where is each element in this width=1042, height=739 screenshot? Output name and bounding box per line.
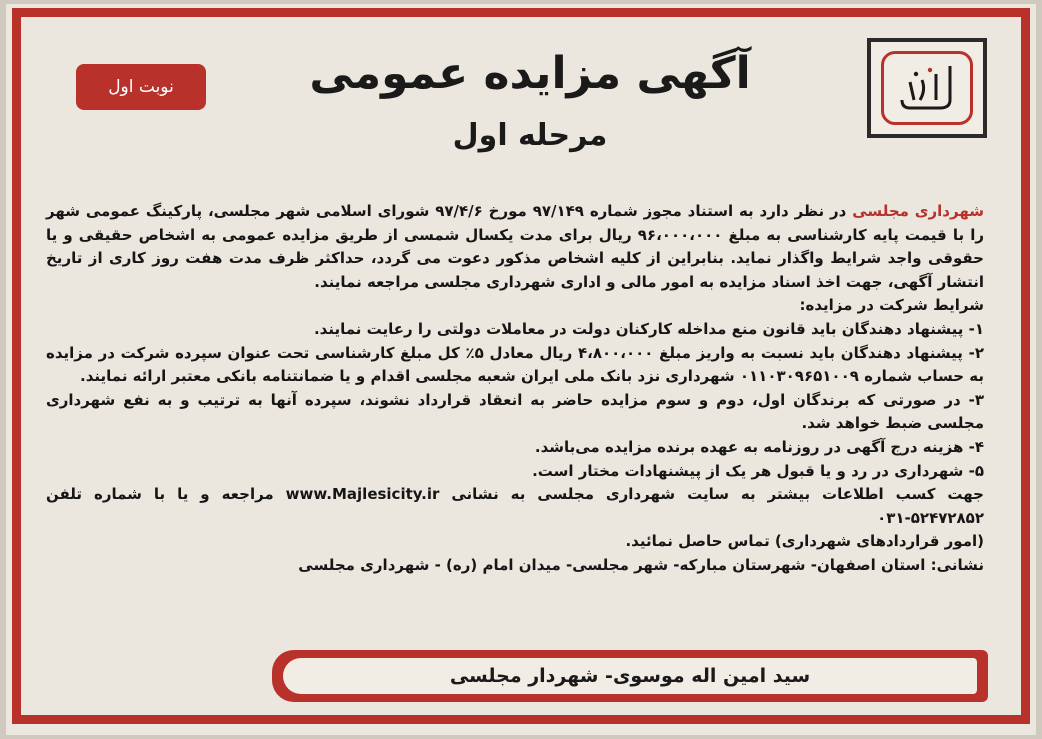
intro-text: در نظر دارد به استناد مجوز شماره ۹۷/۱۴۹ مورخ ۹۷/۴/۶ شورای اسلامی شهر مجلسی، پارکینگ عمومی شهر را با قیمت پایه کارشناسی به مبلغ ۹۶،۰۰۰،۰۰۰ ریال برای مدت یکسال شمسی از طریق مزایده عمومی به اشخاص حقیقی و یا حقوقی واجد شرایط واگذار نماید. بنابراین از کلیه اشخاص مذکور دعوت می گردد، حداکثر ظرف مدت هفت روز کاری از تاریخ انتشار آگهی، جهت اخذ اسناد مزایده به امور مالی و اداری شهرداری مجلسی مراجعه نمایند. [46,202,985,291]
condition-item-4: ۴- هزینه درج آگهی در روزنامه به عهده برنده مزایده می‌باشد. [534,437,984,456]
website-link[interactable]: www.Majlesicity.ir [285,485,440,504]
ad-body [46,200,984,578]
logo-emblem [881,51,973,125]
intro-paragraph [46,200,984,294]
logo-calligraphy-icon [892,60,962,116]
phone-number: ۰۳۱-۵۲۴۷۲۸۵۲ [877,508,984,527]
signature-banner [272,650,988,702]
contact-text-b: مراجعه و یا با شماره تلفن [46,485,274,504]
organization-name: شهرداری مجلسی [852,202,984,220]
address: نشانی: استان اصفهان- شهرستان مبارکه- شهر مجلسی- میدان امام (ره) - شهرداری مجلسی [298,555,984,574]
condition-item-2: ۲- پیشنهاد دهندگان باید نسبت به واریز مبلغ ۴،۸۰۰،۰۰۰ ریال معادل ۵٪ کل مبلغ کارشناسی تحت عنوان سپرده شرکت در مزایده به حساب شماره ۰۱۱۰۳۰۹۶۵۱۰۰۹ شهرداری نزد بانک ملی ایران شعبه مجلسی اقدام و یا ضمانتنامه بانکی معتبر ارائه نمایند. [46,343,985,386]
contact-paragraph [46,483,984,530]
conditions-heading: شرایط شرکت در مزایده: [799,296,984,315]
municipality-logo [867,38,987,138]
ad-title: آگهی مزایده عمومی [309,48,751,99]
condition-item-1: ۱- پیشنهاد دهندگان باید قانون منع مداخله کارکنان دولت در معاملات دولتی را رعایت نمایند. [313,319,984,338]
contact-text-c: (امور قراردادهای شهرداری) تماس حاصل نمائید. [625,532,984,551]
ad-subtitle: مرحله اول [452,118,608,153]
condition-item-5: ۵- شهرداری در رد و یا قبول هر یک از پیشنهادات مختار است. [532,461,984,480]
signature-text: سید امین اله موسوی- شهردار مجلسی [283,658,977,694]
publication-round-badge: نوبت اول [76,64,206,110]
condition-item-3: ۳- در صورتی که برندگان اول، دوم و سوم مزایده حاضر به انعقاد قرارداد نشوند، سپرده آنها به ترتیب و به نفع شهرداری مجلسی ضبط خواهد شد. [46,390,984,433]
contact-text-a: جهت کسب اطلاعات بیشتر به سایت شهرداری مجلسی به نشانی [451,485,984,504]
